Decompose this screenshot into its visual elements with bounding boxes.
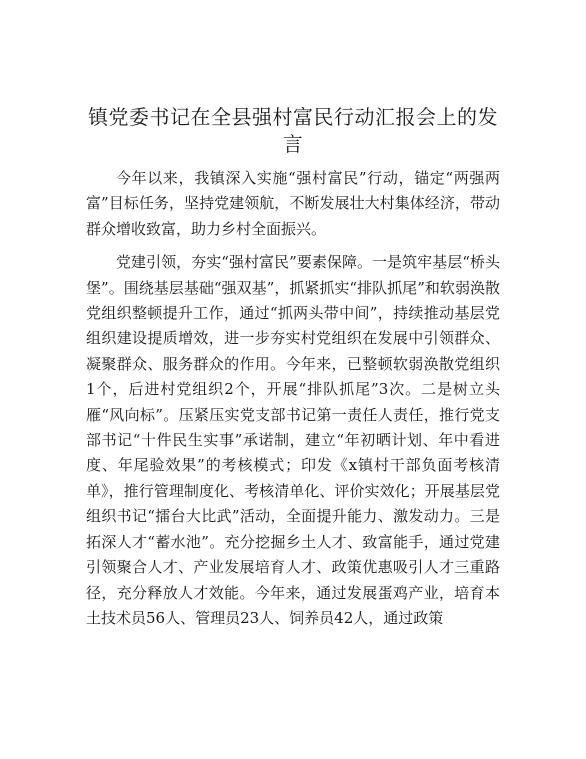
paragraph-party-building: 党建引领，夯实“强村富民”要素保障。一是筑牢基层“桥头堡”。围绕基层基础“强双基”，抓紧抓实“排队抓尾”和软弱涣散党组织整顿提升工作，通过“抓两头带中间”，持续推动基层党组织建设提质增效，进一步夯实村党组织在发展中引领群众、凝聚群众、服务群众的作用。今年来，已整顿软弱涣散党组织1个，后进村党组织2个，开展“排队抓尾”3次。二是树立头雁“风向标”。压紧压实党支部书记第一责任人责任，推行党支部书记“十件民生实事”承诺制，建立“年初晒计划、年中看进度、年尾验效果”的考核模式；印发《x镇村干部负面考核清单》，推行管理制度化、考核清单化、评价实效化；开展基层党组织书记“擂台大比武”活动，全面提升能力、激发动力。三是拓深人才“蓄水池”。充分挖掘乡土人才、致富能手，通过党建引领聚合人才、产业发展培育人才、政策优惠吸引人才三重路径，充分释放人才效能。今年来，通过发展蛋鸡产业，培育本土技术员56人、管理员23人、饲养员42人，通过政策 (86, 253, 500, 627)
paragraph-intro: 今年以来，我镇深入实施“强村富民”行动，锚定“两强两富”目标任务，坚持党建领航，不断发展壮大村集体经济，带动群众增收致富，助力乡村全面振兴。 (86, 169, 500, 238)
document-title: 镇党委书记在全县强村富民行动汇报会上的发言 (88, 105, 498, 156)
document-body (86, 166, 500, 631)
